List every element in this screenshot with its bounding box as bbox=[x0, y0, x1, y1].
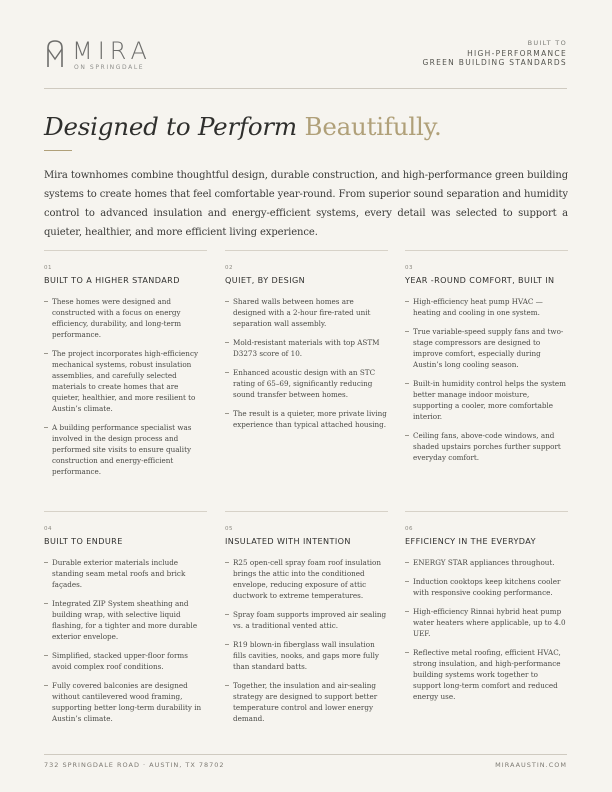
section-divider bbox=[225, 250, 388, 251]
header-kicker: BUILT TO bbox=[527, 39, 567, 47]
list-item bbox=[225, 296, 388, 329]
header-line-1: HIGH-PERFORMANCE bbox=[467, 48, 567, 58]
list-item bbox=[44, 557, 207, 590]
section-quiet-by-design bbox=[225, 250, 388, 438]
section-list bbox=[405, 557, 568, 702]
dash-bullet bbox=[405, 301, 409, 302]
section-heading: INSULATED WITH INTENTION bbox=[225, 536, 351, 546]
dash-bullet bbox=[225, 644, 229, 645]
section-heading: YEAR -ROUND COMFORT, BUILT IN bbox=[405, 275, 555, 285]
header-standards bbox=[422, 39, 567, 68]
dash-bullet bbox=[225, 342, 229, 343]
dash-bullet bbox=[44, 685, 48, 686]
list-item bbox=[225, 639, 388, 672]
list-item-text: R25 open-cell spray foam roof insulation brings the attic into the conditioned envelope, reducing exposure of attic ductwork to extreme temperatures. bbox=[233, 558, 381, 600]
list-item-text: Spray foam supports improved air sealing vs. a traditional vented attic. bbox=[233, 610, 387, 630]
section-list bbox=[225, 557, 388, 724]
section-number: 01 bbox=[44, 265, 52, 271]
list-item-text: High-efficiency Rinnai hybrid heat pump water heaters where applicable, up to 4.0 UEF. bbox=[413, 607, 566, 638]
section-efficiency-everyday bbox=[405, 511, 568, 710]
list-item-text: R19 blown-in fiberglass wall insulation fills cavities, nooks, and gaps more fully than standard batts. bbox=[233, 640, 379, 671]
list-item bbox=[405, 647, 568, 702]
title-main: Designed to Perform bbox=[44, 112, 297, 141]
section-divider bbox=[44, 511, 207, 512]
dash-bullet bbox=[225, 685, 229, 686]
list-item bbox=[225, 680, 388, 724]
list-item bbox=[405, 430, 568, 463]
list-item-text: ENERGY STAR appliances throughout. bbox=[413, 558, 555, 567]
footer-divider bbox=[44, 754, 567, 755]
section-list bbox=[44, 296, 207, 477]
dash-bullet bbox=[405, 435, 409, 436]
list-item bbox=[405, 378, 568, 422]
dash-bullet bbox=[405, 611, 409, 612]
list-item bbox=[405, 606, 568, 639]
list-item bbox=[405, 557, 568, 568]
dash-bullet bbox=[225, 614, 229, 615]
section-list bbox=[44, 557, 207, 724]
section-divider bbox=[405, 511, 568, 512]
section-number: 05 bbox=[225, 526, 233, 532]
section-number: 04 bbox=[44, 526, 52, 532]
section-heading: QUIET, BY DESIGN bbox=[225, 275, 306, 285]
list-item-text: Built-in humidity control helps the system better manage indoor moisture, supporting a cooler, more comfortable interior. bbox=[413, 379, 566, 421]
dash-bullet bbox=[44, 562, 48, 563]
list-item bbox=[44, 296, 207, 340]
title-underline bbox=[44, 150, 72, 151]
section-number: 06 bbox=[405, 526, 413, 532]
dash-bullet bbox=[405, 331, 409, 332]
dash-bullet bbox=[44, 655, 48, 656]
list-item-text: Durable exterior materials include standing seam metal roofs and brick façades. bbox=[52, 558, 186, 589]
title-accent: Beautifully. bbox=[304, 112, 442, 141]
list-item-text: Ceiling fans, above-code windows, and shaded upstairs porches further support everyday comfort. bbox=[413, 431, 561, 462]
mira-logo-icon bbox=[44, 40, 66, 68]
list-item-text: The project incorporates high-efficiency mechanical systems, robust insulation assemblies, and carefully selected materials to create homes that are quieter, healthier, and more resilient to Austin’s climate. bbox=[52, 349, 199, 413]
list-item-text: Integrated ZIP System sheathing and building wrap, with selective liquid flashing, for a tighter and more durable exterior envelope. bbox=[52, 599, 198, 641]
section-heading: BUILT TO ENDURE bbox=[44, 536, 123, 546]
list-item-text: Reflective metal roofing, efficient HVAC, strong insulation, and high-performance building systems work together to support long-term comfort and reduced energy use. bbox=[413, 648, 561, 701]
section-divider bbox=[405, 250, 568, 251]
list-item bbox=[225, 609, 388, 631]
dash-bullet bbox=[405, 562, 409, 563]
list-item bbox=[405, 296, 568, 318]
brand-logo bbox=[44, 38, 174, 72]
brand-tagline: ON SPRINGDALE bbox=[74, 64, 145, 71]
dash-bullet bbox=[225, 372, 229, 373]
list-item bbox=[225, 557, 388, 601]
section-heading: EFFICIENCY IN THE EVERYDAY bbox=[405, 536, 536, 546]
dash-bullet bbox=[405, 652, 409, 653]
brand-name: MIRA bbox=[72, 37, 152, 65]
footer-website-link[interactable]: MIRAAUSTIN.COM bbox=[495, 761, 567, 769]
dash-bullet bbox=[225, 562, 229, 563]
section-divider bbox=[44, 250, 207, 251]
list-item bbox=[44, 348, 207, 414]
list-item-text: Enhanced acoustic design with an STC rating of 65–69, significantly reducing sound transfer between homes. bbox=[233, 368, 376, 399]
section-insulated-with-intention bbox=[225, 511, 388, 732]
list-item-text: True variable-speed supply fans and two-stage compressors are designed to improve comfort, especially during Austin’s long cooling season. bbox=[413, 327, 564, 369]
list-item-text: Induction cooktops keep kitchens cooler with responsive cooking performance. bbox=[413, 577, 561, 597]
dash-bullet bbox=[44, 301, 48, 302]
list-item bbox=[225, 408, 388, 430]
list-item bbox=[405, 576, 568, 598]
section-heading: BUILT TO A HIGHER STANDARD bbox=[44, 275, 180, 285]
dash-bullet bbox=[44, 603, 48, 604]
list-item-text: Together, the insulation and air-sealing strategy are designed to support better temperature control and lower energy demand. bbox=[233, 681, 378, 723]
section-year-round-comfort bbox=[405, 250, 568, 471]
section-built-to-endure bbox=[44, 511, 207, 732]
page-title bbox=[44, 112, 442, 142]
section-list bbox=[405, 296, 568, 463]
list-item-text: These homes were designed and constructed with a focus on energy efficiency, durability, and long-term performance. bbox=[52, 297, 182, 339]
dash-bullet bbox=[225, 301, 229, 302]
list-item bbox=[225, 367, 388, 400]
dash-bullet bbox=[405, 383, 409, 384]
section-number: 03 bbox=[405, 265, 413, 271]
list-item bbox=[225, 337, 388, 359]
list-item-text: Fully covered balconies are designed without cantilevered wood framing, supporting better long-term durability in Austin’s climate. bbox=[52, 681, 202, 723]
list-item bbox=[44, 598, 207, 642]
list-item-text: Mold-resistant materials with top ASTM D3273 score of 10. bbox=[233, 338, 380, 358]
list-item bbox=[44, 680, 207, 724]
list-item-text: The result is a quieter, more private living experience than typical attached housing. bbox=[233, 409, 387, 429]
section-built-higher-standard bbox=[44, 250, 207, 485]
list-item bbox=[44, 422, 207, 477]
section-number: 02 bbox=[225, 265, 233, 271]
list-item bbox=[44, 650, 207, 672]
dash-bullet bbox=[44, 427, 48, 428]
footer-address: 732 SPRINGDALE ROAD · AUSTIN, TX 78702 bbox=[44, 761, 225, 769]
dash-bullet bbox=[225, 413, 229, 414]
header-divider bbox=[44, 88, 567, 89]
dash-bullet bbox=[405, 581, 409, 582]
header-line-2: GREEN BUILDING STANDARDS bbox=[422, 58, 567, 67]
list-item-text: High-efficiency heat pump HVAC — heating and cooling in one system. bbox=[413, 297, 543, 317]
list-item bbox=[405, 326, 568, 370]
list-item-text: A building performance specialist was involved in the design process and performed site visits to ensure quality construction and energy-efficient performance. bbox=[52, 423, 192, 476]
section-divider bbox=[225, 511, 388, 512]
section-list bbox=[225, 296, 388, 430]
list-item-text: Shared walls between homes are designed with a 2-hour fire-rated unit separation wall assembly. bbox=[233, 297, 371, 328]
intro-paragraph: Mira townhomes combine thoughtful design, durable construction, and high-performance green building systems to create homes that feel comfortable year-round. From superior sound separation and humidity control to advanced insulation and energy-efficient systems, every detail was selected to support a quieter, healthier, and more efficient living experience. bbox=[44, 170, 568, 238]
dash-bullet bbox=[44, 353, 48, 354]
list-item-text: Simplified, stacked upper-floor forms avoid complex roof conditions. bbox=[52, 651, 188, 671]
